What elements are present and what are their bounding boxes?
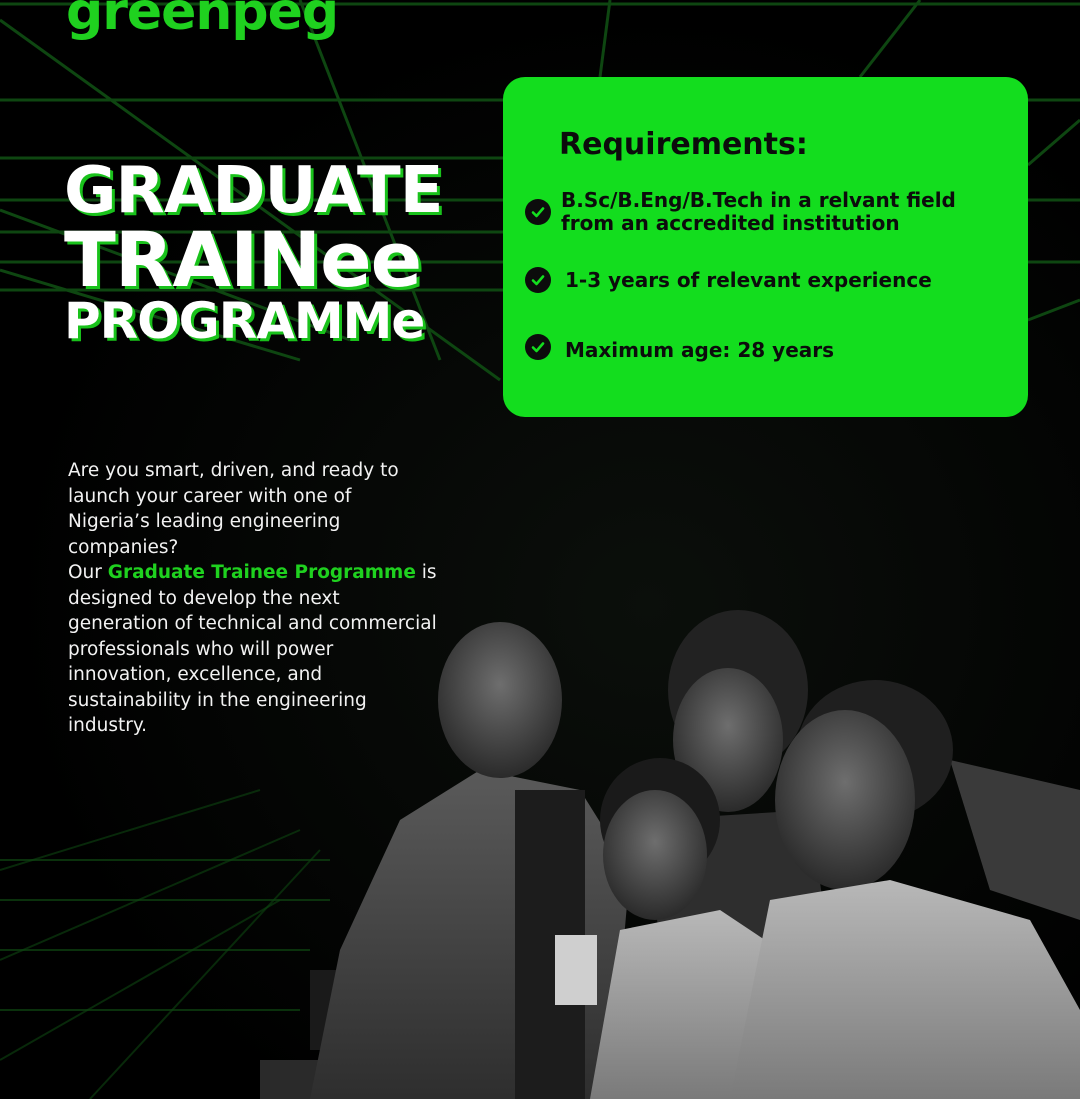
requirement-text-degree: B.Sc/B.Eng/B.Tech in a relvant field from an accredited institution — [561, 188, 956, 235]
check-circle-icon — [525, 267, 551, 293]
check-circle-icon — [525, 199, 551, 225]
requirement-text-age: Maximum age: 28 years — [565, 338, 835, 362]
requirement-item-degree — [525, 189, 1015, 235]
brand-logo: greenpeg — [66, 0, 339, 42]
intro-paragraph-1: Are you smart, driven, and ready to launch your career with one of Nigeria’s leading engineering companies? — [68, 460, 399, 558]
headline-line-2: TRAINee — [64, 214, 422, 304]
group-of-engineers-photo — [250, 590, 1080, 1099]
headline-line-1: GRADUATE — [64, 154, 443, 228]
intro-paragraph-2-suffix: is designed to develop the next generation of technical and commercial professionals who will power innovation, excellence, and sustainability in the engineering industry. — [68, 562, 437, 736]
check-circle-icon — [525, 334, 551, 360]
programme-headline — [64, 154, 464, 351]
headline-line-3: PROGRAMMe — [64, 292, 425, 351]
requirement-item-age — [525, 331, 834, 362]
requirements-card — [503, 77, 1028, 417]
programme-name-highlight: Graduate Trainee Programme — [107, 562, 416, 583]
requirement-text-experience: 1-3 years of relevant experience — [565, 267, 932, 292]
requirement-item-experience — [525, 267, 932, 293]
requirements-title: Requirements: — [559, 127, 808, 162]
intro-paragraph-2-prefix: Our — [68, 562, 108, 583]
